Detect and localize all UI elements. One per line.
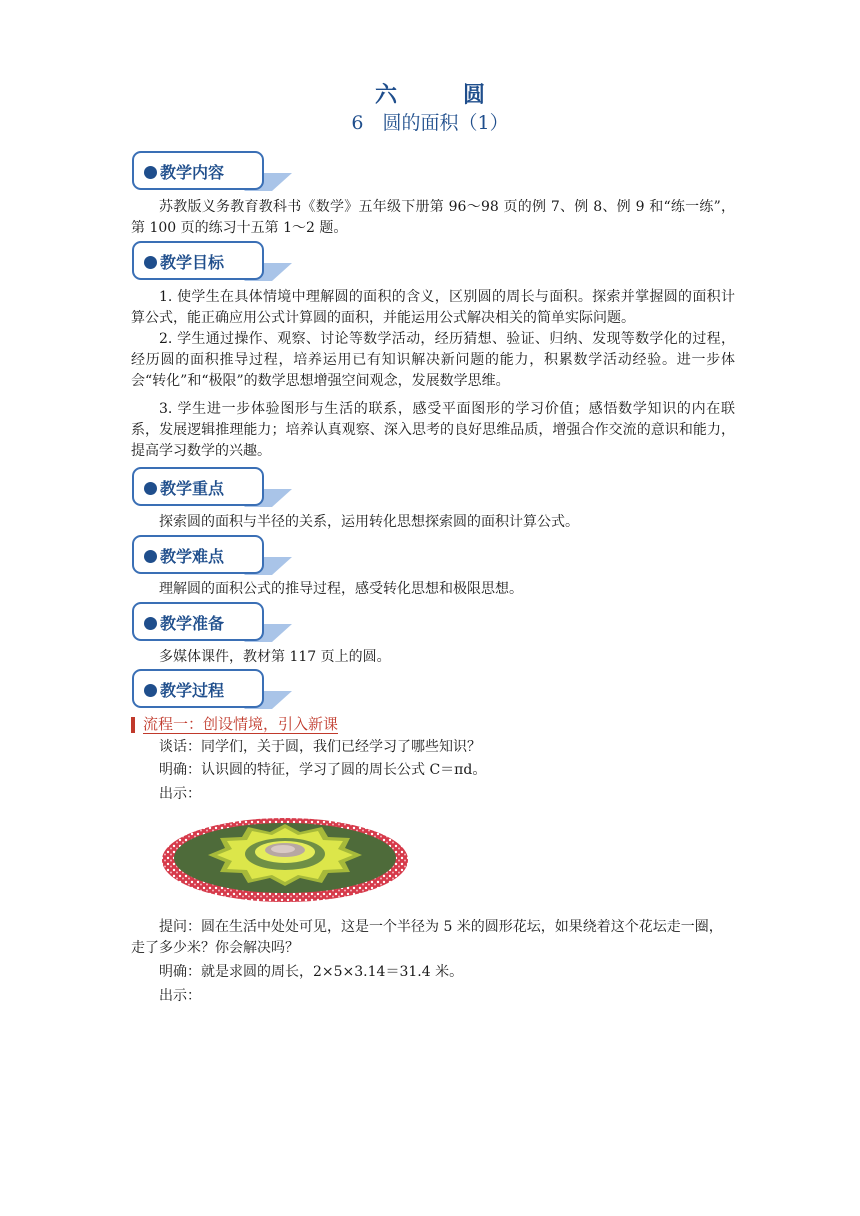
- section-label-text: 教学目标: [160, 253, 225, 272]
- circular-flowerbed-image: [160, 808, 410, 904]
- lesson-title: 6 圆的面积（1）: [351, 112, 509, 134]
- prep-paragraph: 多媒体课件，教材第 117 页上的圆。: [159, 649, 391, 665]
- section-label-content: [132, 151, 297, 193]
- chapter-title: 六 圆: [374, 82, 507, 108]
- section-label-text: 教学过程: [160, 681, 225, 700]
- bullet-dot-icon: [144, 482, 157, 495]
- section-label-difficulty: [132, 535, 297, 577]
- bullet-dot-icon: [144, 617, 157, 630]
- bullet-dot-icon: [144, 550, 157, 563]
- process-line-3: 出示：: [159, 786, 201, 802]
- flow-bar-icon: [131, 717, 135, 733]
- bullet-dot-icon: [144, 684, 157, 697]
- difficulty-paragraph: 理解圆的面积公式的推导过程，感受转化思想和极限思想。: [159, 581, 523, 597]
- bullet-dot-icon: [144, 256, 157, 269]
- process-line-1: 谈话：同学们，关于圆，我们已经学习了哪些知识？: [159, 739, 481, 755]
- flow-title: 流程一：创设情境，引入新课: [143, 715, 339, 733]
- section-label-text: 教学难点: [160, 547, 225, 566]
- section-label-text: 教学重点: [160, 479, 225, 498]
- section-label-key: [132, 467, 297, 509]
- process-question: 提问：圆在生活中处处可见，这是一个半径为 5 米的圆形花坛，如果绕着这个花坛走一圈，走了多少米？你会解决吗？: [131, 919, 723, 956]
- process-line-2: 明确：认识圆的特征，学习了圆的周长公式 C＝πd。: [159, 762, 487, 778]
- flow-heading: [131, 715, 338, 734]
- goal-item-1: 1. 使学生在具体情境中理解圆的面积的含义，区别圆的周长与面积。探索并掌握圆的面积计算公式，能正确应用公式计算圆的面积，并能运用公式解决相关的简单实际问题。: [131, 289, 735, 326]
- section-label-goals: [132, 241, 297, 283]
- goal-item-2: 2. 学生通过操作、观察、讨论等数学活动，经历猜想、验证、归纳、发现等数学化的过程，经历圆的面积推导过程，培养运用已有知识解决新问题的能力，积累数学活动经验。进一步体会“转化”和“极限”的数学思想增强空间观念，发展数学思维。: [131, 331, 735, 389]
- key-paragraph: 探索圆的面积与半径的关系，运用转化思想探索圆的面积计算公式。: [159, 514, 579, 530]
- bullet-dot-icon: [144, 166, 157, 179]
- goal-item-3: 3. 学生进一步体验图形与生活的联系，感受平面图形的学习价值；感悟数学知识的内在联系，发展逻辑推理能力；培养认真观察、深入思考的良好思维品质，增强合作交流的意识和能力，提高学习数学的兴趣。: [131, 401, 735, 459]
- content-paragraph: 苏教版义务教育教科书《数学》五年级下册第 96～98 页的例 7、例 8、例 9 和“练一练”，第 100 页的练习十五第 1～2 题。: [131, 199, 735, 236]
- process-answer: 明确：就是求圆的周长，2×5×3.14＝31.4 米。: [159, 964, 464, 980]
- section-label-prep: [132, 602, 297, 644]
- process-show-2: 出示：: [159, 988, 201, 1004]
- section-label-text: 教学准备: [160, 614, 225, 633]
- section-label-process: [132, 669, 297, 711]
- section-label-text: 教学内容: [160, 163, 225, 182]
